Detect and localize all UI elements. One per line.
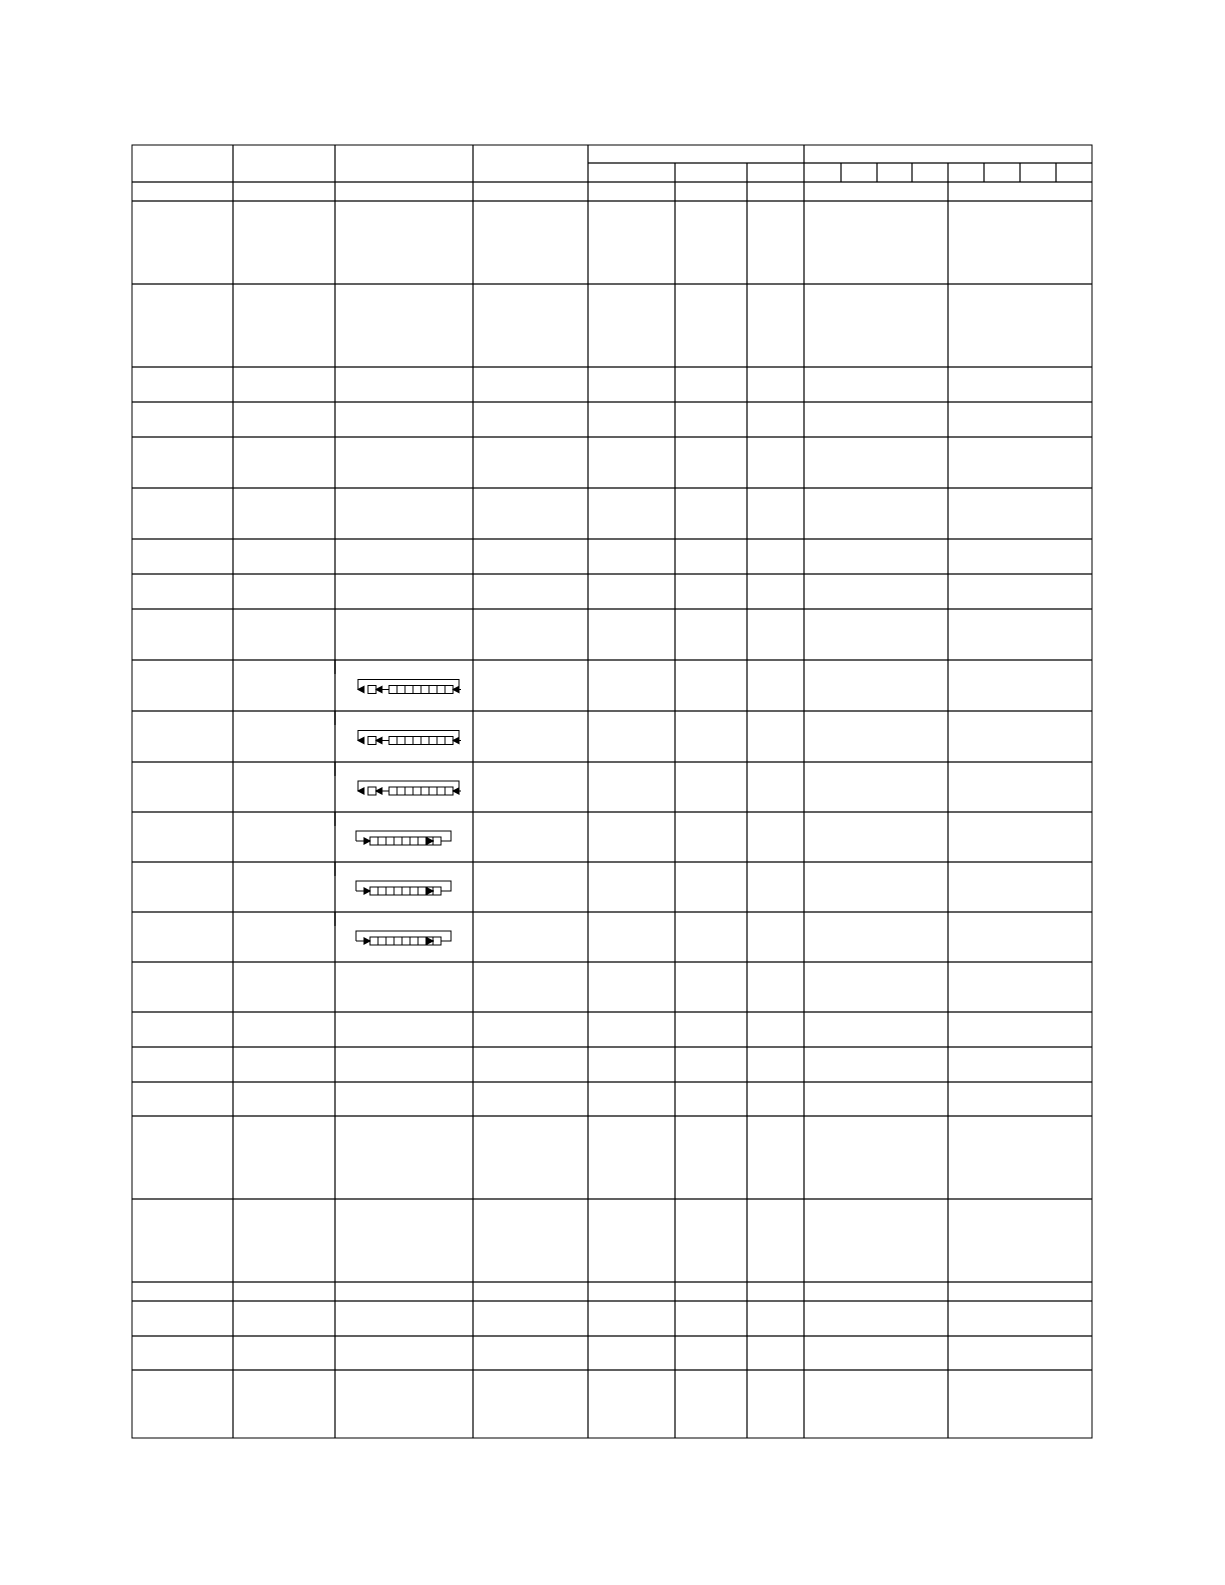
register-bit-14-1 <box>378 887 386 895</box>
register-bit-10-0 <box>389 686 397 694</box>
register-bit-15-1 <box>378 937 386 945</box>
arrow-loop-to-register-12 <box>453 788 459 794</box>
register-bit-12-4 <box>421 787 429 795</box>
register-bit-13-1 <box>378 837 386 845</box>
register-bit-14-6 <box>418 887 426 895</box>
register-bit-15-0 <box>370 937 378 945</box>
register-bit-13-6 <box>418 837 426 845</box>
arrow-loop-to-register-11 <box>453 737 459 743</box>
register-bit-12-2 <box>405 787 413 795</box>
register-bit-13-5 <box>410 837 418 845</box>
arrow-loop-to-register-15 <box>364 938 370 944</box>
register-bit-14-5 <box>410 887 418 895</box>
register-bit-12-1 <box>397 787 405 795</box>
arrow-loop-to-register-10 <box>453 686 459 692</box>
register-bit-10-3 <box>413 686 421 694</box>
register-bit-13-2 <box>386 837 394 845</box>
register-bit-11-5 <box>429 737 437 745</box>
carry-flag-box-13 <box>433 837 441 845</box>
arrow-register-to-carry-10 <box>376 686 382 692</box>
register-bit-11-4 <box>421 737 429 745</box>
register-bit-12-7 <box>445 787 453 795</box>
register-bit-11-6 <box>437 737 445 745</box>
arrow-register-to-carry-12 <box>376 788 382 794</box>
arrow-into-left-11 <box>358 737 364 743</box>
register-bit-15-6 <box>418 937 426 945</box>
register-bit-14-0 <box>370 887 378 895</box>
carry-flag-box-12 <box>368 787 376 795</box>
register-bit-12-0 <box>389 787 397 795</box>
register-bit-13-0 <box>370 837 378 845</box>
register-bit-15-4 <box>402 937 410 945</box>
register-bit-11-1 <box>397 737 405 745</box>
arrow-register-to-carry-11 <box>376 737 382 743</box>
carry-flag-box-14 <box>433 887 441 895</box>
register-bit-12-5 <box>429 787 437 795</box>
register-bit-10-7 <box>445 686 453 694</box>
register-bit-10-2 <box>405 686 413 694</box>
register-bit-15-2 <box>386 937 394 945</box>
arrow-loop-to-register-14 <box>364 888 370 894</box>
register-bit-11-3 <box>413 737 421 745</box>
arrow-loop-to-register-13 <box>364 838 370 844</box>
register-bit-13-4 <box>402 837 410 845</box>
register-bit-14-2 <box>386 887 394 895</box>
register-bit-10-1 <box>397 686 405 694</box>
register-bit-13-3 <box>394 837 402 845</box>
register-bit-11-0 <box>389 737 397 745</box>
register-bit-15-3 <box>394 937 402 945</box>
register-bit-12-6 <box>437 787 445 795</box>
register-bit-11-7 <box>445 737 453 745</box>
carry-flag-box-10 <box>368 686 376 694</box>
register-bit-10-4 <box>421 686 429 694</box>
register-bit-11-2 <box>405 737 413 745</box>
arrow-into-left-10 <box>358 686 364 692</box>
register-bit-10-5 <box>429 686 437 694</box>
carry-flag-box-15 <box>433 937 441 945</box>
register-bit-10-6 <box>437 686 445 694</box>
register-bit-14-3 <box>394 887 402 895</box>
register-bit-15-5 <box>410 937 418 945</box>
arrow-into-left-12 <box>358 788 364 794</box>
register-bit-14-4 <box>402 887 410 895</box>
carry-flag-box-11 <box>368 737 376 745</box>
register-bit-12-3 <box>413 787 421 795</box>
